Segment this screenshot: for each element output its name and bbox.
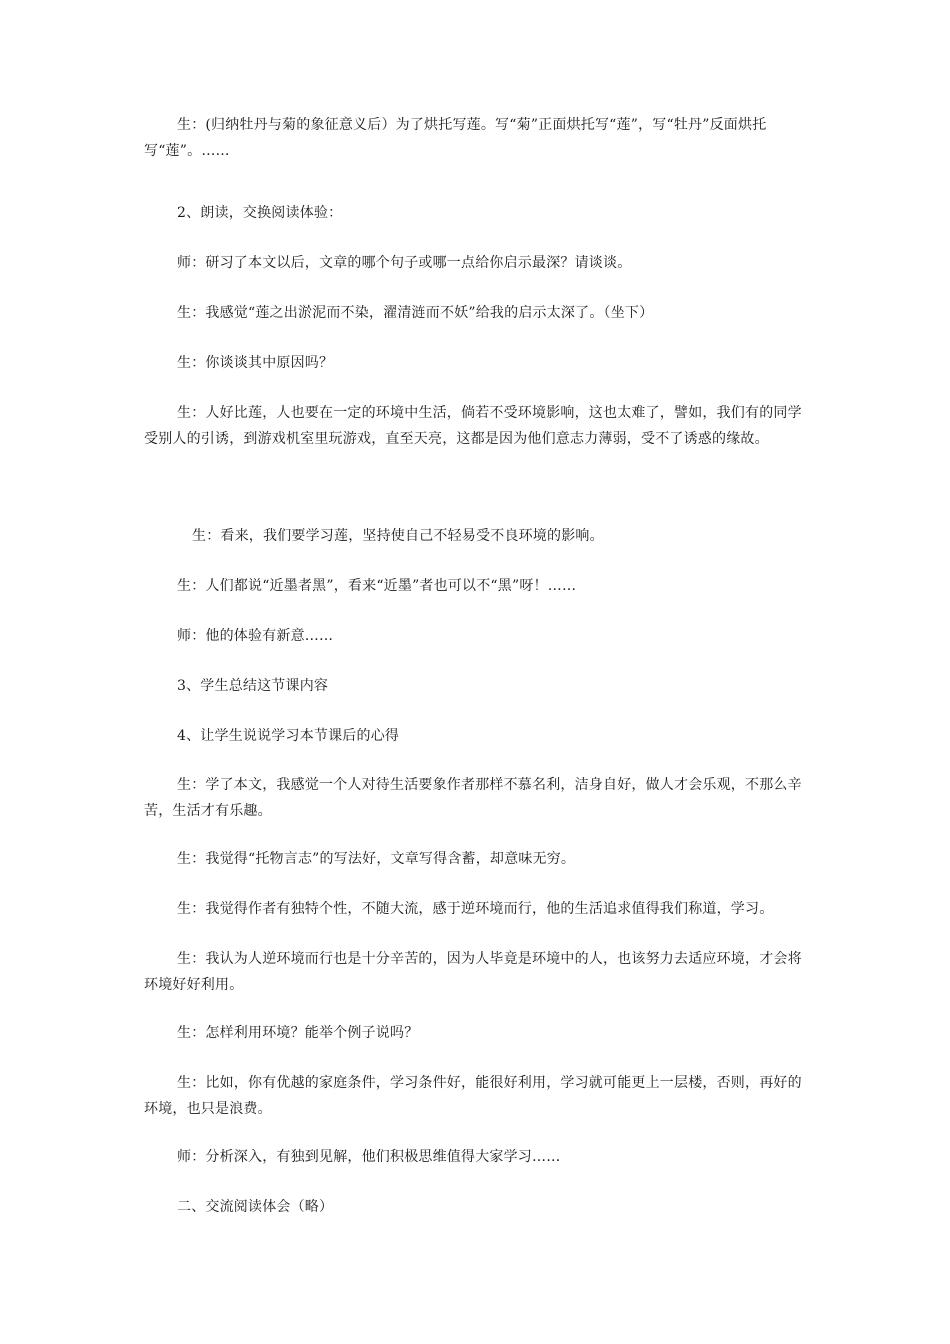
paragraph-step-4-reflection: 4、让学生说说学习本节课后的心得 (177, 728, 400, 744)
paragraph-student-ink-saying: 生：人们都说“近墨者黑”，看来“近墨”者也可以不“黑”呀！…… (177, 578, 577, 594)
paragraph-teacher-question: 师：研习了本文以后，文章的哪个句子或哪一点给你启示最深？请谈谈。 (177, 255, 632, 271)
paragraph-student-ask-reason: 生：你谈谈其中原因吗？ (177, 355, 334, 371)
paragraph-teacher-new-idea: 师：他的体验有新意…… (177, 628, 334, 644)
paragraph-student-environment: 生：人好比莲，人也要在一定的环境中生活，倘若不受环境影响，这也太难了，譬如，我们有的同学受别人的引诱，到游戏机室里玩游戏，直至天亮，这都是因为他们意志力薄弱，受不了诱惑的缘故。 (144, 405, 802, 447)
paragraph-student-learn-lotus: 生：看来，我们要学习莲，坚持使自己不轻易受不良环境的影响。 (192, 528, 604, 544)
paragraph-student-personality: 生：我觉得作者有独特个性，不随大流，感于逆环境而行，他的生活追求值得我们称道，学习。 (177, 901, 774, 917)
paragraph-step-2-reading: 2、朗读，交换阅读体验： (177, 205, 343, 221)
paragraph-student-writing-style: 生：我觉得“托物言志”的写法好，文章写得含蓄，却意味无穷。 (177, 851, 576, 867)
paragraph-student-example-question: 生：怎样利用环境？能举个例子说吗？ (177, 1025, 419, 1041)
paragraph-student-adapt: 生：我认为人逆环境而行也是十分辛苦的，因为人毕竟是环境中的人，也该努力去适应环境，才会将环境好好利用。 (144, 951, 802, 993)
paragraph-teacher-praise: 师：分析深入，有独到见解，他们积极思维值得大家学习…… (177, 1149, 561, 1165)
paragraph-student-lotus-quote: 生：我感觉“莲之出淤泥而不染，濯清涟而不妖”给我的启示太深了。（坐下） (177, 305, 654, 321)
paragraph-student-example: 生：比如，你有优越的家庭条件，学习条件好，能很好利用，学习就可能更上一层楼，否则，再好的环境，也只是浪费。 (144, 1075, 802, 1117)
paragraph-student-symbolism: 生：(归纳牡丹与菊的象征意义后）为了烘托写莲。写“菊”正面烘托写“莲”，写“牡丹”反面烘托写“莲”。…… (144, 117, 767, 159)
paragraph-step-3-summary: 3、学生总结这节课内容 (177, 678, 329, 694)
paragraph-student-fame: 生：学了本文，我感觉一个人对待生活要象作者那样不慕名利，洁身自好，做人才会乐观，不那么辛苦，生活才有乐趣。 (144, 777, 802, 819)
paragraph-section-2-heading: 二、交流阅读体会（略） (177, 1199, 334, 1215)
